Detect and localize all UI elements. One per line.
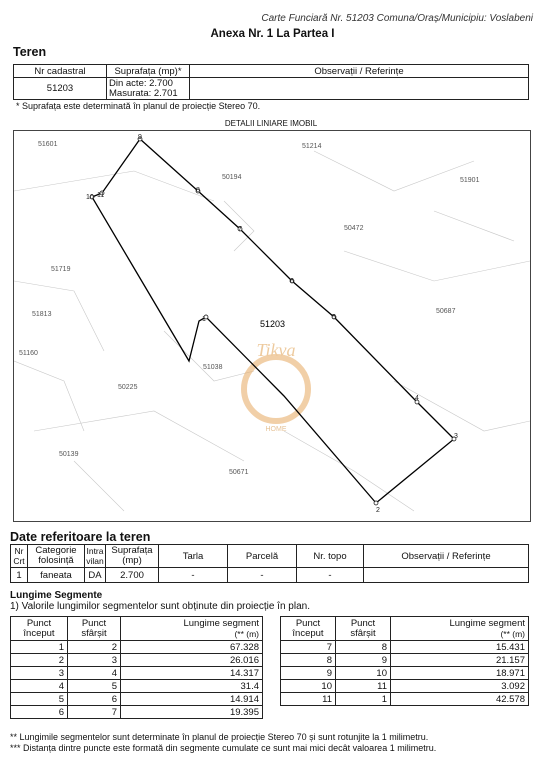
seg-length: 42.578 xyxy=(391,693,529,706)
neighbor-label: 51038 xyxy=(203,364,223,371)
date-ref-title: Date referitoare la teren xyxy=(10,530,151,544)
seg-end: 11 xyxy=(336,680,391,693)
cell-nr-crt: 1 xyxy=(11,568,28,583)
neighbor-label: 50194 xyxy=(222,174,242,181)
seg-start: 7 xyxy=(281,641,336,654)
seg-length: 14.914 xyxy=(121,693,263,706)
col-intra-vilan: Intra vilan xyxy=(86,546,104,566)
observatii-value xyxy=(190,78,529,100)
cell-nr-topo: - xyxy=(297,568,364,583)
col-suprafata: Suprafața (mp)* xyxy=(107,65,190,78)
neighbor-label: 50139 xyxy=(59,451,79,458)
col-lungime-segment: Lungime segment xyxy=(183,617,259,629)
point-label: 9 xyxy=(138,134,142,141)
neighbor-label: 50671 xyxy=(229,469,249,476)
main-parcel-label: 51203 xyxy=(260,319,286,329)
col-tarla: Tarla xyxy=(159,545,228,568)
col-punct-inceput: Punct început xyxy=(11,617,68,641)
seg-start: 8 xyxy=(281,654,336,667)
point-label: 6 xyxy=(290,278,294,285)
neighbor-label: 50225 xyxy=(118,384,138,391)
seg-start: 5 xyxy=(11,693,68,706)
seg-length: 19.395 xyxy=(121,706,263,719)
col-nr-cadastral: Nr cadastral xyxy=(14,65,107,78)
cell-tarla: - xyxy=(159,568,228,583)
map-title: DETALII LINIARE IMOBIL xyxy=(224,119,318,128)
watermark-sub: HOME xyxy=(265,426,287,433)
seg-start: 3 xyxy=(11,667,68,680)
point-label: 1 xyxy=(202,316,206,323)
seg-end: 2 xyxy=(68,641,121,654)
neighbor-label: 51160 xyxy=(19,350,38,357)
point-label: 5 xyxy=(332,314,336,321)
col-suprafata: Suprafața (mp) xyxy=(106,545,159,568)
neighbor-label: 51901 xyxy=(460,177,480,184)
seg-length: 14.317 xyxy=(121,667,263,680)
point-label: 8 xyxy=(196,187,200,194)
segmente-note-1: ** Lungimile segmentelor sunt determinate în planul de proiecție Stereo 70 și sunt rotunjite la 1 milimetru. xyxy=(10,732,429,742)
seg-end: 9 xyxy=(336,654,391,667)
col-observatii: Observații / Referințe xyxy=(364,545,529,568)
masurata-value: Masurata: 2.701 xyxy=(109,87,178,99)
point-label: 3 xyxy=(454,433,458,440)
neighbor-label: 51214 xyxy=(302,143,322,150)
point-label: 7 xyxy=(238,226,242,233)
col-parcela: Parcelă xyxy=(228,545,297,568)
teren-title: Teren xyxy=(13,45,47,59)
din-acte-value: Din acte: 2.700 xyxy=(109,77,173,89)
col-nr-crt: Nr Crt xyxy=(11,545,28,568)
seg-start: 4 xyxy=(11,680,68,693)
watermark-logo xyxy=(244,340,308,433)
col-punct-sfarsit: Punct sfârșit xyxy=(68,617,121,641)
col-categorie: Categorie folosință xyxy=(28,545,85,568)
seg-end: 4 xyxy=(68,667,121,680)
point-label: 2 xyxy=(376,507,380,514)
seg-length: 18.971 xyxy=(391,667,529,680)
seg-end: 7 xyxy=(68,706,121,719)
col-lungime-segment: Lungime segment xyxy=(449,617,525,629)
seg-start: 9 xyxy=(281,667,336,680)
col-observatii: Observații / Referințe xyxy=(190,65,529,78)
cell-categorie: faneata xyxy=(28,568,85,583)
neighbor-label: 50472 xyxy=(344,225,364,232)
date-ref-table xyxy=(10,544,529,583)
cell-suprafata: 2.700 xyxy=(106,568,159,583)
neighbor-label: 51813 xyxy=(32,311,52,318)
seg-length: 26.016 xyxy=(121,654,263,667)
point-label: 4 xyxy=(415,395,419,402)
seg-end: 8 xyxy=(336,641,391,654)
seg-start: 11 xyxy=(281,693,336,706)
seg-end: 5 xyxy=(68,680,121,693)
col-punct-inceput: Punct început xyxy=(281,617,336,641)
background-lines xyxy=(14,151,530,511)
neighbor-label: 50687 xyxy=(436,308,456,315)
seg-length: 67.328 xyxy=(121,641,263,654)
map-svg xyxy=(14,131,530,521)
point-label: 10 xyxy=(86,194,94,201)
teren-table xyxy=(13,64,529,100)
carte-funciara-header: Carte Funciară Nr. 51203 Comuna/Oraș/Municipiu: Voslabeni xyxy=(261,13,533,24)
cell-intra-vilan: DA xyxy=(85,568,106,583)
col-punct-sfarsit: Punct sfârșit xyxy=(336,617,391,641)
watermark-text: Tikva xyxy=(256,340,296,360)
teren-footnote: * Suprafața este determinată în planul de proiecție Stereo 70. xyxy=(16,101,261,111)
cadastral-map xyxy=(13,130,531,522)
cell-observatii xyxy=(364,568,529,583)
col-lungime-unit: (** (m) xyxy=(500,628,525,639)
seg-end: 1 xyxy=(336,693,391,706)
cell-parcela: - xyxy=(228,568,297,583)
seg-length: 21.157 xyxy=(391,654,529,667)
seg-length: 15.431 xyxy=(391,641,529,654)
seg-start: 2 xyxy=(11,654,68,667)
point-label: 11 xyxy=(97,192,105,199)
seg-start: 1 xyxy=(11,641,68,654)
seg-end: 10 xyxy=(336,667,391,680)
segmente-note-2: *** Distanța dintre puncte este formată din segmente cumulate ce sunt mai mici decât valoarea 1 milimetru. xyxy=(10,743,437,753)
nr-cadastral-value: 51203 xyxy=(14,78,107,100)
neighbor-label: 51719 xyxy=(51,266,71,273)
col-lungime-unit: (** (m) xyxy=(234,628,259,639)
segmente-title: Lungime Segmente xyxy=(10,590,103,601)
segmente-table-right xyxy=(280,616,529,706)
seg-length: 3.092 xyxy=(391,680,529,693)
segmente-subtitle: 1) Valorile lungimilor segmentelor sunt obținute din proiecție în plan. xyxy=(10,601,310,612)
col-nr-topo: Nr. topo xyxy=(297,545,364,568)
segmente-table-left xyxy=(10,616,263,719)
neighbor-label: 51601 xyxy=(38,141,58,148)
seg-start: 6 xyxy=(11,706,68,719)
anexa-title: Anexa Nr. 1 La Partea I xyxy=(210,28,335,40)
seg-end: 6 xyxy=(68,693,121,706)
seg-start: 10 xyxy=(281,680,336,693)
seg-length: 31.4 xyxy=(121,680,263,693)
seg-end: 3 xyxy=(68,654,121,667)
